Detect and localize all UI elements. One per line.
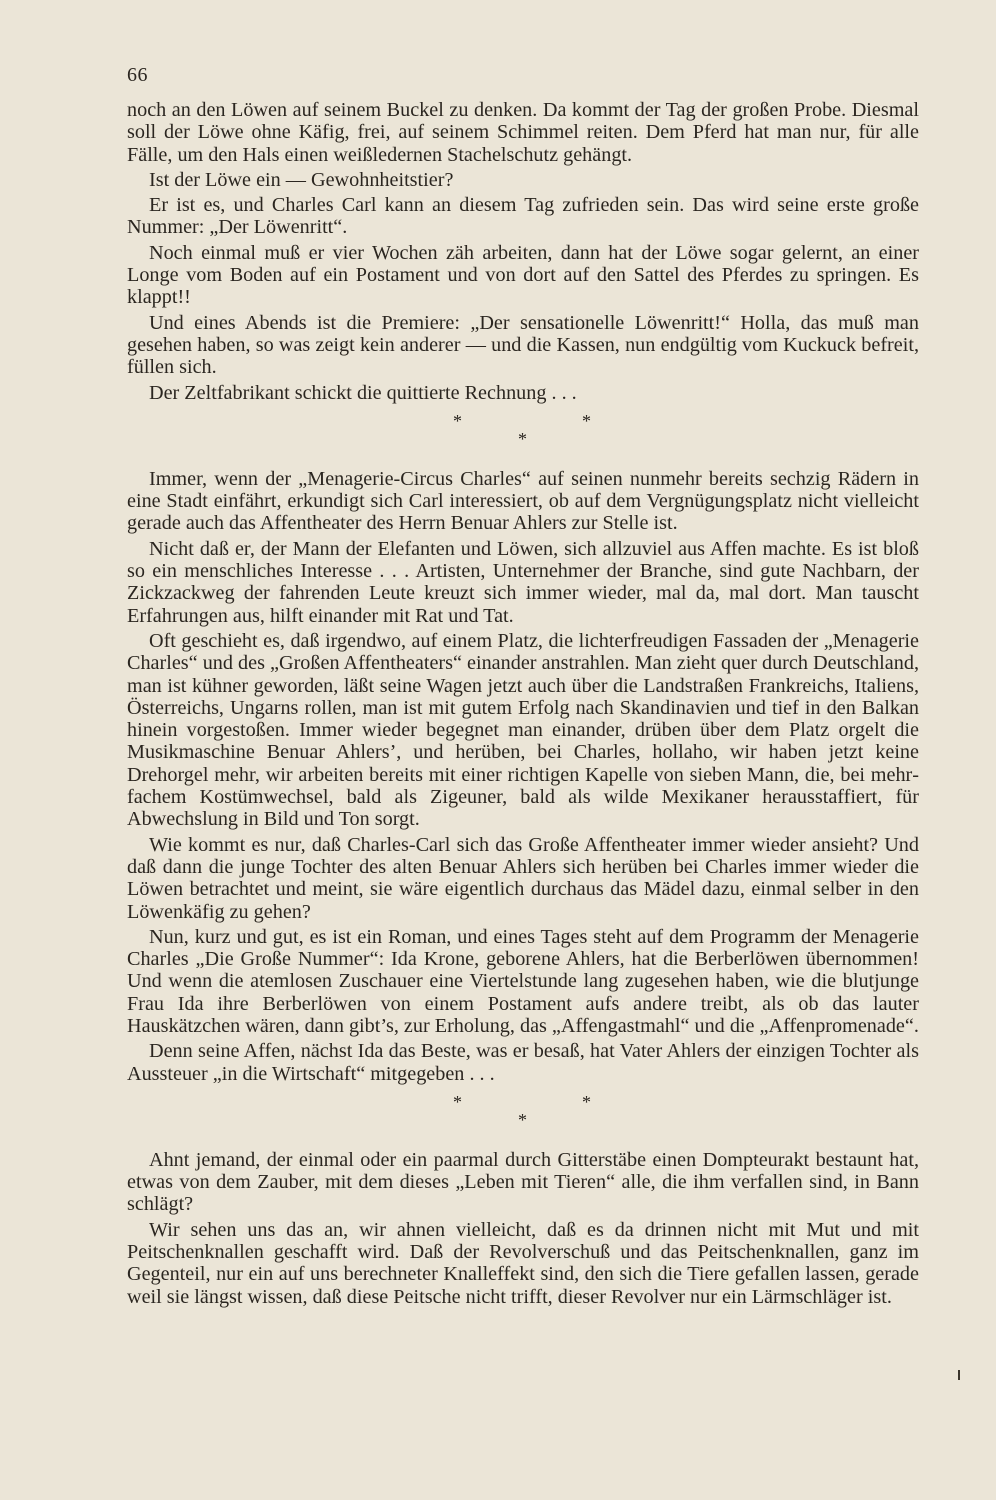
- paragraph: Und eines Abends ist die Premiere: „Der sensationelle Löwenritt!“ Holla, das muß man gesehen haben, so was zeigt kein anderer — und die Kassen, nun endgültig vom Kuckuck befreit, füllen sich.: [127, 311, 919, 379]
- paragraph: Nun, kurz und gut, es ist ein Roman, und eines Tages steht auf dem Programm der Menagerie Charles „Die Große Nummer“: Ida Krone, geborene Ahlers, hat die Berberlöwen übernommen! Und wenn die atemlosen Zuschauer eine Viertelstunde lang zugesehen haben, wie die blutjunge Frau Ida ihre Berberlöwen von einem Postament aufs andere treibt, als ob das lauter Hauskätzchen wären, dann gibt’s, zur Erholung, das „Affengastmahl“ und die „Affenpromenade“.: [127, 925, 919, 1037]
- asterisk: *: [518, 428, 527, 449]
- page-number: 66: [127, 64, 148, 86]
- paragraph: Der Zeltfabrikant schickt die quittierte Rechnung . . .: [149, 381, 577, 404]
- asterisk: *: [453, 410, 462, 431]
- paragraph: noch an den Löwen auf seinem Buckel zu denken. Da kommt der Tag der großen Probe. Diesmal soll der Löwe ohne Käfig, frei, auf seinem Schimmel reiten. Dem Pferd hat man nur, für alle Fälle, um den Hals einen weißledernen Stachelschutz gehängt.: [127, 99, 919, 166]
- asterisk: *: [518, 1109, 527, 1130]
- paragraph: Immer, wenn der „Menagerie-Circus Charles“ auf seinen nunmehr bereits sechzig Rädern in eine Stadt einfährt, erkundigt sich Carl interessiert, ob auf dem Vergnügungsplatz nicht vielleicht gerade auch das Affentheater des Herrn Benuar Ahlers zur Stelle ist.: [127, 467, 919, 535]
- asterisk: *: [582, 410, 591, 431]
- paragraph: Noch einmal muß er vier Wochen zäh arbeiten, dann hat der Löwe sogar gelernt, an einer Longe vom Boden auf ein Postament und von dort auf den Sattel des Pferdes zu springen. Es klappt!!: [127, 241, 919, 309]
- paragraph: Wir sehen uns das an, wir ahnen vielleicht, daß es da drinnen nicht mit Mut und mit Peitschenknallen geschafft wird. Daß der Revolverschuß und das Peitschenknallen, ganz im Gegenteil, nur ein auf uns berechneter Knalleffekt sind, den sich die Tiere gefallen lassen, gerade weil sie längst wissen, daß diese Peitsche nicht trifft, dieser Revolver nur ein Lärmschläger ist.: [127, 1218, 919, 1308]
- asterisk: *: [453, 1091, 462, 1112]
- asterisk: *: [582, 1091, 591, 1112]
- paragraph: Ahnt jemand, der einmal oder ein paarmal durch Gitterstäbe einen Dompteurakt bestaunt hat, etwas von dem Zauber, mit dem dieses „Leben mit Tieren“ alle, die ihm verfallen sind, in Bann schlägt?: [127, 1148, 919, 1216]
- paragraph: Wie kommt es nur, daß Charles-Carl sich das Große Affentheater immer wieder ansieht? Und daß dann die junge Tochter des alten Benuar Ahlers sich herüben bei Charles immer wieder die Löwen betrachtet und meint, sie wäre eigentlich durchaus das Mädel dazu, einmal selber in den Löwenkäfig zu gehen?: [127, 833, 919, 923]
- section-separator: [127, 410, 919, 450]
- paragraph: Oft geschieht es, daß irgendwo, auf einem Platz, die lichterfreudigen Fassaden der „Menagerie Charles“ und des „Großen Affentheaters“ einander anstrahlen. Man zieht quer durch Deutschland, man ist kühner geworden, läßt seine Wagen jetzt auch über die Landstraßen Frankreichs, Italiens, Österreichs, Ungarns rollen, man ist mit gutem Erfolg nach Skandinavien und tief in den Balkan hinein vorgestoßen. Immer wieder begegnet man einander, drüben über dem Platz orgelt die Musikmaschine Benuar Ahlers’, und herüben, bei Charles, hollaho, wir haben jetzt keine Drehorgel mehr, wir arbeiten bereits mit einer richtigen Kapelle von sieben Mann, die, bei mehrfachem Kostümwechsel, bald als Zigeuner, bald als wilde Mexikaner herausstaffiert, für Abwechslung in Bild und Ton sorgt.: [127, 629, 919, 831]
- section-separator: [127, 1091, 919, 1131]
- page-body: [127, 99, 919, 1311]
- margin-mark: [958, 1370, 960, 1380]
- paragraph: Er ist es, und Charles Carl kann an diesem Tag zufrieden sein. Das wird seine erste große Nummer: „Der Löwenritt“.: [127, 194, 919, 239]
- paragraph: Ist der Löwe ein — Gewohnheitstier?: [149, 168, 454, 191]
- paragraph: Nicht daß er, der Mann der Elefanten und Löwen, sich allzuviel aus Affen machte. Es ist bloß so ein menschliches Interesse . . . Artisten, Unternehmer der Branche, sind gute Nachbarn, der Zickzackweg der fahrenden Leute kreuzt sich immer wieder, mal da, mal dort. Man tauscht Erfahrungen aus, hilft einander mit Rat und Tat.: [127, 537, 919, 627]
- paragraph: Denn seine Affen, nächst Ida das Beste, was er besaß, hat Vater Ahlers der einzigen Tochter als Aussteuer „in die Wirtschaft“ mitgegeben . . .: [127, 1040, 919, 1085]
